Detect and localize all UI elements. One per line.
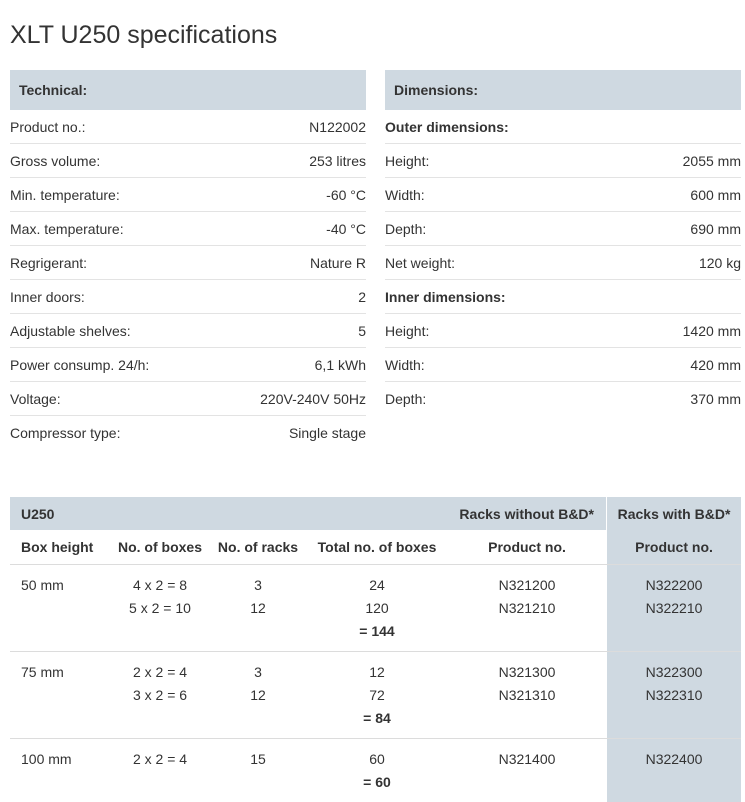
- dimensions-table: [385, 70, 741, 415]
- technical-label: Max. temperature:: [10, 220, 124, 237]
- no-of-racks: 3: [254, 576, 262, 593]
- table-row-sum: [10, 706, 741, 729]
- outer-dimension-value: 2055 mm: [682, 152, 741, 169]
- total-boxes: 12: [369, 663, 385, 680]
- outer-dimensions-heading-label: Outer dimensions:: [385, 118, 509, 135]
- pad-cell: [606, 642, 741, 651]
- racks-with-label: Racks with B&D*: [606, 497, 741, 530]
- technical-row: [10, 382, 366, 416]
- inner-dimensions-heading-label: Inner dimensions:: [385, 288, 506, 305]
- pad-cell: [10, 729, 110, 738]
- dimensions-heading: Dimensions:: [385, 70, 741, 110]
- inner-dimension-row: [385, 348, 741, 382]
- technical-value: 5: [358, 322, 366, 339]
- box-height: [10, 596, 110, 619]
- pad-cell: [10, 652, 110, 660]
- technical-row: [10, 246, 366, 280]
- total-boxes-sum: = 144: [359, 622, 395, 639]
- total-boxes: 120: [365, 599, 389, 616]
- empty-cell: [10, 619, 110, 642]
- outer-dimensions-heading-row: [385, 110, 741, 144]
- inner-dimension-value: 370 mm: [690, 390, 741, 407]
- empty-cell: [210, 706, 306, 729]
- table-row: [10, 683, 741, 706]
- technical-row: [10, 144, 366, 178]
- technical-row: [10, 212, 366, 246]
- pad-cell: [606, 652, 741, 660]
- pad-cell: [210, 642, 306, 651]
- outer-dimension-value: 120 kg: [698, 254, 741, 271]
- outer-dimension-label: Depth:: [385, 220, 427, 237]
- empty-cell: [110, 619, 210, 642]
- technical-value: 6,1 kWh: [314, 356, 366, 373]
- rack-group: [10, 652, 741, 739]
- table-row: [10, 660, 741, 683]
- technical-value: N122002: [309, 118, 366, 135]
- col-no-of-boxes: No. of boxes: [117, 539, 202, 555]
- pad-cell: [110, 739, 210, 747]
- pad-cell: [306, 729, 448, 738]
- no-of-racks: 3: [254, 663, 262, 680]
- product-no-without: N321210: [498, 599, 556, 616]
- outer-dimension-label: Net weight:: [385, 254, 456, 271]
- technical-row: [10, 178, 366, 212]
- inner-dimension-row: [385, 314, 741, 348]
- rack-group: [10, 739, 741, 802]
- pad-cell: [448, 793, 606, 802]
- technical-label: Adjustable shelves:: [10, 322, 131, 339]
- technical-label: Inner doors:: [10, 288, 85, 305]
- pad-cell: [606, 565, 741, 573]
- col-product-no-without: Product no.: [488, 539, 566, 555]
- outer-dimension-label: Width:: [385, 186, 425, 203]
- box-height: 75 mm: [21, 663, 64, 680]
- technical-label: Regrigerant:: [10, 254, 88, 271]
- total-boxes-sum: = 84: [363, 709, 391, 726]
- pad-cell: [210, 652, 306, 660]
- outer-dimension-row: [385, 178, 741, 212]
- pad-cell: [448, 729, 606, 738]
- technical-label: Power consump. 24/h:: [10, 356, 150, 373]
- empty-cell: [606, 706, 741, 729]
- table-row: [10, 573, 741, 596]
- racks-model: U250: [21, 505, 55, 522]
- page-title: XLT U250 specifications: [10, 20, 278, 49]
- empty-cell: [448, 619, 606, 642]
- technical-label: Voltage:: [10, 390, 61, 407]
- technical-row: [10, 416, 366, 449]
- no-of-boxes: 2 x 2 = 4: [132, 663, 188, 680]
- no-of-racks: 12: [250, 599, 266, 616]
- technical-row: [10, 314, 366, 348]
- box-height: 100 mm: [21, 750, 72, 767]
- product-no-without: N321200: [498, 576, 556, 593]
- total-boxes: 24: [369, 576, 385, 593]
- no-of-boxes: 3 x 2 = 6: [132, 686, 188, 703]
- col-box-height: Box height: [21, 539, 94, 555]
- pad-cell: [306, 642, 448, 651]
- empty-cell: [448, 706, 606, 729]
- product-no-with: N322300: [606, 660, 741, 683]
- technical-row: [10, 110, 366, 144]
- no-of-racks: 15: [250, 750, 266, 767]
- pad-cell: [306, 739, 448, 747]
- pad-cell: [448, 652, 606, 660]
- inner-dimension-label: Height:: [385, 322, 430, 339]
- table-row-sum: [10, 619, 741, 642]
- pad-cell: [10, 642, 110, 651]
- product-no-with: N322400: [606, 747, 741, 770]
- pad-cell: [110, 565, 210, 573]
- technical-label: Compressor type:: [10, 424, 121, 441]
- technical-value: 253 litres: [309, 152, 366, 169]
- racks-column-header: [10, 530, 741, 565]
- total-boxes: 60: [369, 750, 385, 767]
- pad-cell: [110, 642, 210, 651]
- technical-value: -40 °C: [326, 220, 366, 237]
- technical-heading: Technical:: [10, 70, 366, 110]
- pad-cell: [210, 565, 306, 573]
- technical-label: Gross volume:: [10, 152, 101, 169]
- racks-table: [10, 497, 741, 802]
- outer-dimension-label: Height:: [385, 152, 430, 169]
- outer-dimension-row: [385, 246, 741, 280]
- product-no-with: N322210: [606, 596, 741, 619]
- outer-dimension-row: [385, 212, 741, 246]
- racks-without-label: Racks without B&D*: [459, 505, 594, 522]
- pad-cell: [448, 739, 606, 747]
- inner-dimension-value: 1420 mm: [682, 322, 741, 339]
- pad-cell: [606, 729, 741, 738]
- technical-value: Single stage: [288, 424, 366, 441]
- no-of-racks: 12: [250, 686, 266, 703]
- pad-cell: [448, 642, 606, 651]
- box-height: [10, 683, 110, 706]
- total-boxes: 72: [369, 686, 385, 703]
- inner-dimensions-heading-row: [385, 280, 741, 314]
- pad-cell: [606, 793, 741, 802]
- inner-dimension-row: [385, 382, 741, 415]
- col-total-boxes: Total no. of boxes: [317, 539, 437, 555]
- technical-table: [10, 70, 366, 449]
- total-boxes-sum: = 60: [363, 773, 391, 790]
- pad-cell: [306, 793, 448, 802]
- no-of-boxes: 4 x 2 = 8: [132, 576, 188, 593]
- technical-value: Nature R: [309, 254, 366, 271]
- technical-value: -60 °C: [326, 186, 366, 203]
- table-row: [10, 596, 741, 619]
- col-product-no-with: Product no.: [606, 530, 741, 564]
- pad-cell: [306, 652, 448, 660]
- racks-model-header: [10, 497, 606, 530]
- pad-cell: [448, 565, 606, 573]
- inner-dimension-label: Depth:: [385, 390, 427, 407]
- inner-dimension-label: Width:: [385, 356, 425, 373]
- product-no-with: N322310: [606, 683, 741, 706]
- rack-group: [10, 565, 741, 652]
- product-no-without: N321400: [498, 750, 556, 767]
- empty-cell: [110, 706, 210, 729]
- box-height: 50 mm: [21, 576, 64, 593]
- technical-label: Min. temperature:: [10, 186, 120, 203]
- technical-label: Product no.:: [10, 118, 86, 135]
- technical-value: 2: [358, 288, 366, 305]
- inner-dimension-value: 420 mm: [690, 356, 741, 373]
- product-no-with: N322200: [606, 573, 741, 596]
- pad-cell: [10, 739, 110, 747]
- pad-cell: [110, 652, 210, 660]
- pad-cell: [110, 729, 210, 738]
- empty-cell: [10, 706, 110, 729]
- outer-dimension-row: [385, 144, 741, 178]
- pad-cell: [210, 729, 306, 738]
- product-no-without: N321300: [498, 663, 556, 680]
- technical-row: [10, 348, 366, 382]
- pad-cell: [210, 739, 306, 747]
- empty-cell: [210, 619, 306, 642]
- product-no-without: N321310: [498, 686, 556, 703]
- col-no-of-racks: No. of racks: [217, 539, 299, 555]
- no-of-boxes: 5 x 2 = 10: [129, 599, 191, 616]
- pad-cell: [10, 565, 110, 573]
- pad-cell: [306, 565, 448, 573]
- technical-value: 220V-240V 50Hz: [260, 390, 366, 407]
- outer-dimension-value: 690 mm: [690, 220, 741, 237]
- no-of-boxes: 2 x 2 = 4: [132, 750, 188, 767]
- pad-cell: [606, 739, 741, 747]
- technical-row: [10, 280, 366, 314]
- pad-cell: [10, 793, 110, 802]
- outer-dimension-value: 600 mm: [690, 186, 741, 203]
- pad-cell: [210, 793, 306, 802]
- table-row: [10, 747, 741, 770]
- pad-cell: [110, 793, 210, 802]
- empty-cell: [606, 619, 741, 642]
